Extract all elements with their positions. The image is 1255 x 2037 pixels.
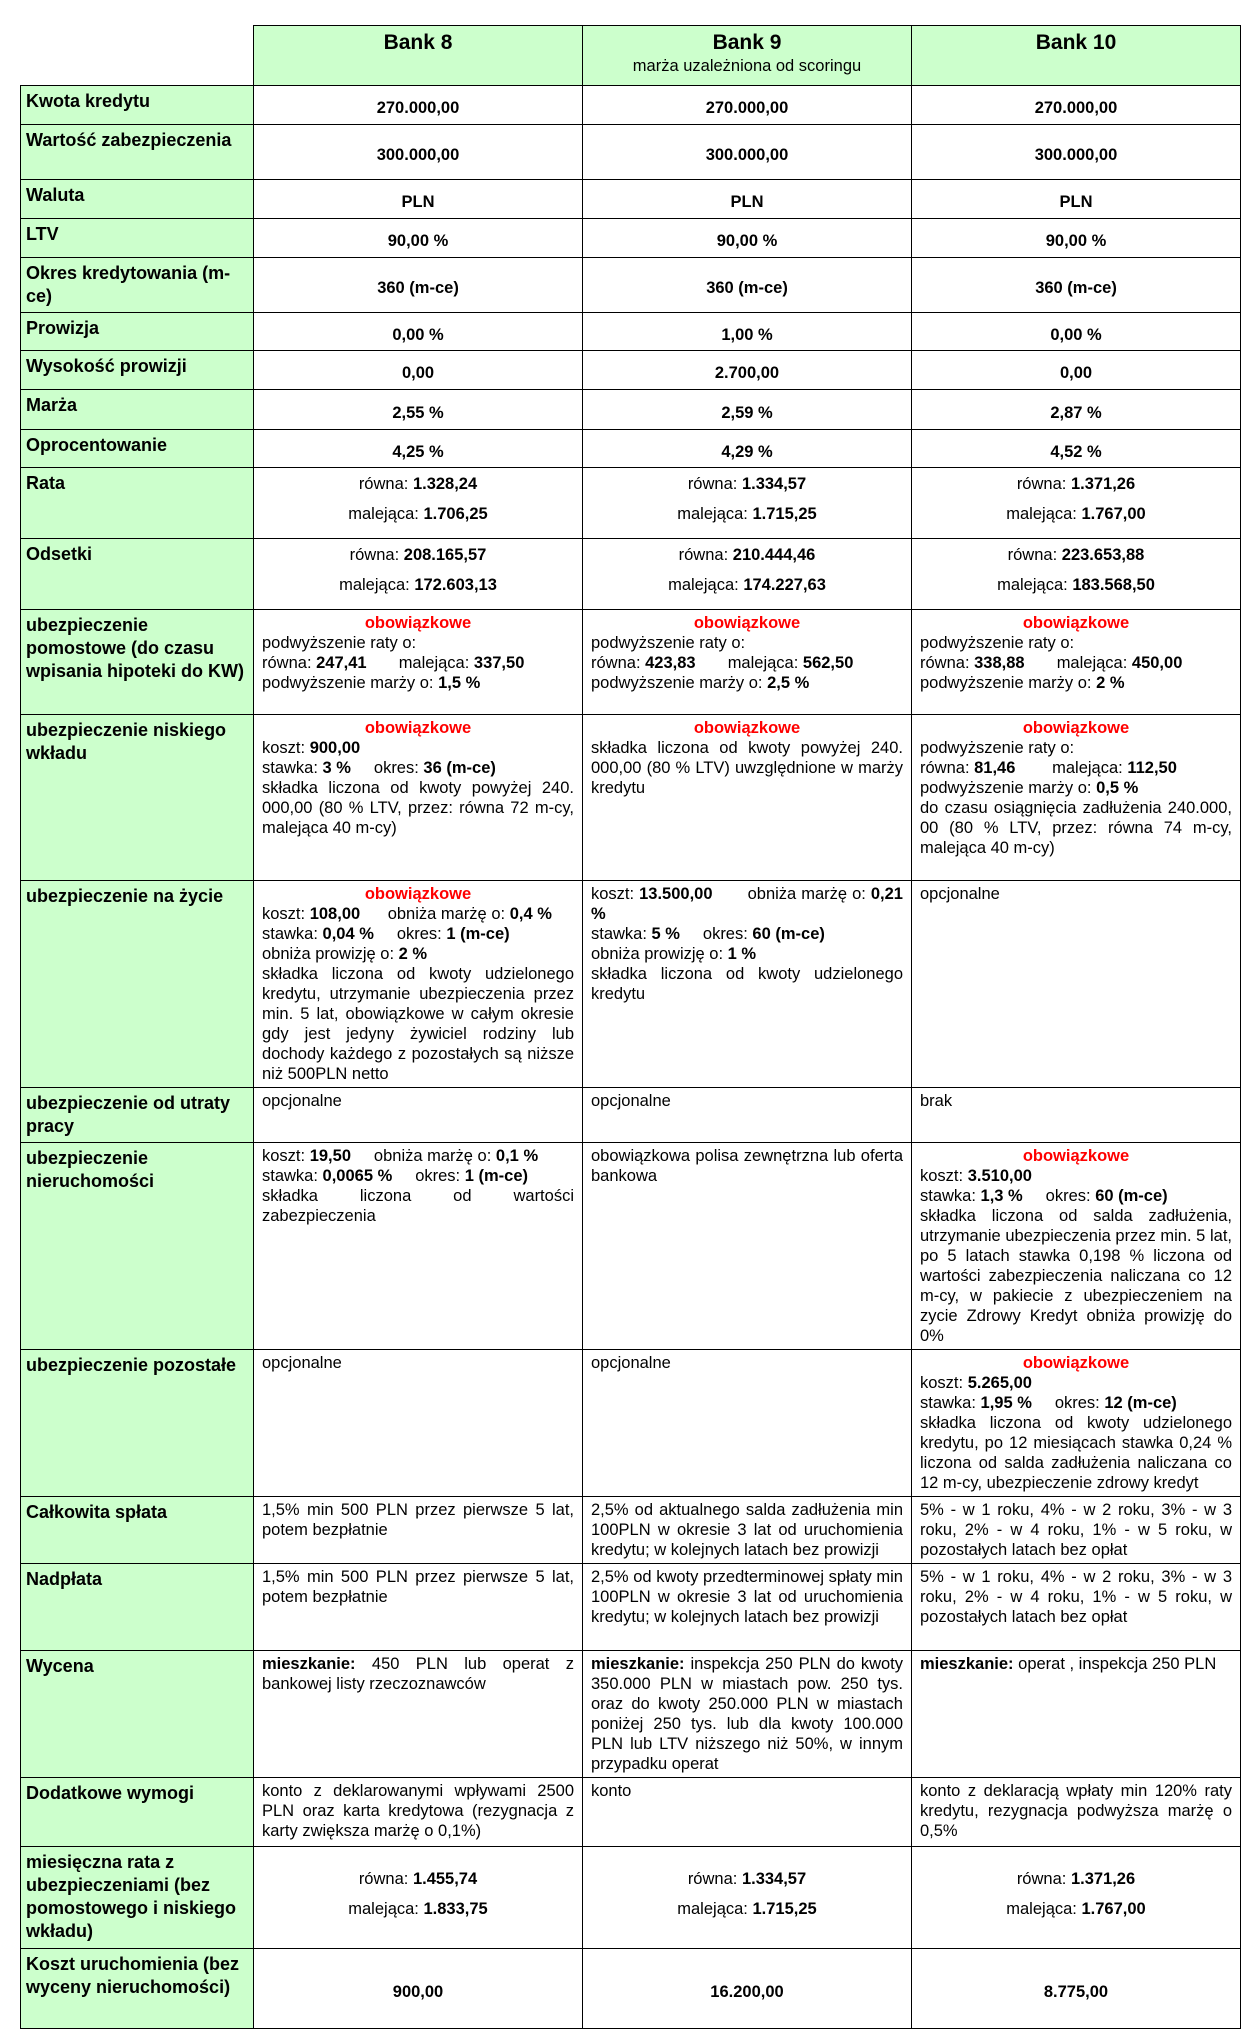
b10-wysokosc: 0,00 — [912, 351, 1241, 390]
b8-dodatkowe: konto z deklarowanymi wpływami 2500 PLN oraz karta kredytowa (rezygnacja z karty zwiększa marżę o 0,1%) — [254, 1778, 583, 1847]
row-calkowita — [21, 1497, 1241, 1564]
label-ub-pozostale: ubezpieczenie pozostałe — [21, 1350, 254, 1497]
row-dodatkowe — [21, 1778, 1241, 1847]
b10-ub-niskiego: obowiązkowe podwyższenie raty o: równa: 81,46 malejąca: 112,50 podwyższenie marży o: 0,5 % do czasu osiągnięcia zadłużenia 240.000, 00 (80 % LTV, przez: równa 74 m-cy, malejąca 40 m-cy) — [912, 715, 1241, 881]
b10-oproc: 4,52 % — [912, 430, 1241, 468]
b10-waluta: PLN — [912, 180, 1241, 219]
b9-wartosc: 300.000,00 — [583, 125, 912, 180]
row-miesieczna — [21, 1847, 1241, 1949]
b8-koszt: 900,00 — [254, 1949, 583, 2029]
b10-nadplata: 5% - w 1 roku, 4% - w 2 roku, 3% - w 3 roku, 2% - w 4 roku, 1% - w 5 roku, w pozostałych latach bez opłat — [912, 1564, 1241, 1651]
row-wysokosc — [21, 351, 1241, 390]
row-waluta — [21, 180, 1241, 219]
b8-okres: 360 (m-ce) — [254, 258, 583, 313]
row-ub-niskiego — [21, 715, 1241, 881]
b8-ub-pozostale: opcjonalne — [254, 1350, 583, 1497]
b10-dodatkowe: konto z deklaracją wpłaty min 120% raty kredytu, rezygnacja podwyższa marżę o 0,5% — [912, 1778, 1241, 1847]
row-rata — [21, 468, 1241, 539]
bank9-subtitle: marża uzależniona od scoringu — [632, 57, 862, 75]
b8-ub-nieruchomosci: koszt: 19,50 obniża marżę o: 0,1 % stawka: 0,0065 % okres: 1 (m-ce) składka liczona od wartości zabezpieczenia — [254, 1143, 583, 1350]
label-miesieczna: miesięczna rata z ubezpieczeniami (bez pomostowego i niskiego wkładu) — [21, 1847, 254, 1949]
label-ub-pomostowe: ubezpieczenie pomostowe (do czasu wpisania hipoteki do KW) — [21, 610, 254, 715]
row-wycena — [21, 1651, 1241, 1778]
b9-ub-zycie: koszt: 13.500,00 obniża marżę o: 0,21 % stawka: 5 % okres: 60 (m-ce) obniża prowizję o: 1 % składka liczona od kwoty udzielonego kredytu — [583, 881, 912, 1088]
label-calkowita: Całkowita spłata — [21, 1497, 254, 1564]
b9-rata: równa: 1.334,57 malejąca: 1.715,25 — [583, 468, 912, 539]
b9-dodatkowe: konto — [583, 1778, 912, 1847]
b8-wycena: mieszkanie: 450 PLN lub operat z bankowej listy rzeczoznawców — [254, 1651, 583, 1778]
b10-ub-pomostowe: obowiązkowe podwyższenie raty o: równa: 338,88 malejąca: 450,00 podwyższenie marży o: 2 % — [912, 610, 1241, 715]
row-odsetki — [21, 539, 1241, 610]
mandatory-label: obowiązkowe — [1022, 1354, 1130, 1372]
row-marza — [21, 390, 1241, 430]
row-ub-praca — [21, 1088, 1241, 1143]
row-ub-pozostale — [21, 1350, 1241, 1497]
b9-ub-nieruchomosci: obowiązkowa polisa zewnętrzna lub oferta bankowa — [583, 1143, 912, 1350]
mandatory-label: obowiązkowe — [1022, 1147, 1130, 1165]
label-ub-nieruchomosci: ubezpieczenie nieruchomości — [21, 1143, 254, 1350]
b9-ub-niskiego: obowiązkowe składka liczona od kwoty powyżej 240. 000,00 (80 % LTV) uwzględnione w marży kredytu — [583, 715, 912, 881]
b9-oproc: 4,29 % — [583, 430, 912, 468]
label-dodatkowe: Dodatkowe wymogi — [21, 1778, 254, 1847]
mandatory-label: obowiązkowe — [1022, 614, 1130, 632]
row-kwota — [21, 86, 1241, 125]
label-nadplata: Nadpłata — [21, 1564, 254, 1651]
label-prowizja: Prowizja — [21, 313, 254, 351]
b8-miesieczna: równa: 1.455,74 malejąca: 1.833,75 — [254, 1847, 583, 1949]
b8-marza: 2,55 % — [254, 390, 583, 430]
b9-okres: 360 (m-ce) — [583, 258, 912, 313]
label-odsetki: Odsetki — [21, 539, 254, 610]
b10-calkowita: 5% - w 1 roku, 4% - w 2 roku, 3% - w 3 roku, 2% - w 4 roku, 1% - w 5 roku, w pozostałych latach bez opłat — [912, 1497, 1241, 1564]
bank10-header: Bank 10 — [912, 26, 1241, 86]
b9-koszt: 16.200,00 — [583, 1949, 912, 2029]
b10-ub-zycie: opcjonalne — [912, 881, 1241, 1088]
row-prowizja — [21, 313, 1241, 351]
b8-waluta: PLN — [254, 180, 583, 219]
b8-calkowita: 1,5% min 500 PLN przez pierwsze 5 lat, potem bezpłatnie — [254, 1497, 583, 1564]
b10-odsetki: równa: 223.653,88 malejąca: 183.568,50 — [912, 539, 1241, 610]
row-koszt — [21, 1949, 1241, 2029]
b8-ub-niskiego: obowiązkowe koszt: 900,00 stawka: 3 % okres: 36 (m-ce) składka liczona od kwoty powyżej 240. 000,00 (80 % LTV, przez: równa 72 m-cy, malejąca 40 m-cy) — [254, 715, 583, 881]
mandatory-label: obowiązkowe — [693, 719, 801, 737]
b8-ub-praca: opcjonalne — [254, 1088, 583, 1143]
label-okres: Okres kredytowania (m-ce) — [21, 258, 254, 313]
b10-prowizja: 0,00 % — [912, 313, 1241, 351]
label-oproc: Oprocentowanie — [21, 430, 254, 468]
row-ub-zycie — [21, 881, 1241, 1088]
label-koszt: Koszt uruchomienia (bez wyceny nieruchomości) — [21, 1949, 254, 2029]
label-wartosc: Wartość zabezpieczenia — [21, 125, 254, 180]
b10-koszt: 8.775,00 — [912, 1949, 1241, 2029]
b9-prowizja: 1,00 % — [583, 313, 912, 351]
b8-nadplata: 1,5% min 500 PLN przez pierwsze 5 lat, potem bezpłatnie — [254, 1564, 583, 1651]
row-oproc — [21, 430, 1241, 468]
row-nadplata — [21, 1564, 1241, 1651]
b10-ub-nieruchomosci: obowiązkowe koszt: 3.510,00 stawka: 1,3 % okres: 60 (m-ce) składka liczona od salda zadłużenia, utrzymanie ubezpieczenia przez min. 5 lat, po 5 latach stawka 0,198 % liczona od wartości zabezpieczenia naliczana co 12 m-cy, w pakiecie z ubezpieczeniem na zycie Zdrowy Kredyt obniża prowizję do 0% — [912, 1143, 1241, 1350]
b10-miesieczna: równa: 1.371,26 malejąca: 1.767,00 — [912, 1847, 1241, 1949]
b8-prowizja: 0,00 % — [254, 313, 583, 351]
label-ltv: LTV — [21, 219, 254, 258]
b10-wartosc: 300.000,00 — [912, 125, 1241, 180]
b9-wysokosc: 2.700,00 — [583, 351, 912, 390]
b8-odsetki: równa: 208.165,57 malejąca: 172.603,13 — [254, 539, 583, 610]
b8-kwota: 270.000,00 — [254, 86, 583, 125]
header-row — [21, 26, 1241, 86]
b9-ub-pomostowe: obowiązkowe podwyższenie raty o: równa: 423,83 malejąca: 562,50 podwyższenie marży o: 2,5 % — [583, 610, 912, 715]
b9-nadplata: 2,5% od kwoty przedterminowej spłaty min 100PLN w okresie 3 lat od uruchomienia kredytu; w kolejnych latach bez prowizji — [583, 1564, 912, 1651]
label-rata: Rata — [21, 468, 254, 539]
b8-oproc: 4,25 % — [254, 430, 583, 468]
mandatory-label: obowiązkowe — [364, 885, 472, 903]
b9-odsetki: równa: 210.444,46 malejąca: 174.227,63 — [583, 539, 912, 610]
b8-wysokosc: 0,00 — [254, 351, 583, 390]
b9-ub-praca: opcjonalne — [583, 1088, 912, 1143]
row-okres — [21, 258, 1241, 313]
b9-ltv: 90,00 % — [583, 219, 912, 258]
b10-ltv: 90,00 % — [912, 219, 1241, 258]
mandatory-label: obowiązkowe — [364, 614, 472, 632]
b8-rata: równa: 1.328,24 malejąca: 1.706,25 — [254, 468, 583, 539]
label-wycena: Wycena — [21, 1651, 254, 1778]
b10-rata: równa: 1.371,26 malejąca: 1.767,00 — [912, 468, 1241, 539]
b8-ub-zycie: obowiązkowe koszt: 108,00 obniża marżę o: 0,4 % stawka: 0,04 % okres: 1 (m-ce) obniża prowizję o: 2 % składka liczona od kwoty udzielonego kredytu, utrzymanie ubezpieczenia przez min. 5 lat, obowiązkowe w całym okresie gdy jest jedyny żywiciel rodziny lub dochody każdego z pozostałych są niższe niż 500PLN netto — [254, 881, 583, 1088]
label-ub-zycie: ubezpieczenie na życie — [21, 881, 254, 1088]
b9-waluta: PLN — [583, 180, 912, 219]
b8-ltv: 90,00 % — [254, 219, 583, 258]
b10-okres: 360 (m-ce) — [912, 258, 1241, 313]
b9-miesieczna: równa: 1.334,57 malejąca: 1.715,25 — [583, 1847, 912, 1949]
mandatory-label: obowiązkowe — [1022, 719, 1130, 737]
b10-wycena: mieszkanie: operat , inspekcja 250 PLN — [912, 1651, 1241, 1778]
label-kwota: Kwota kredytu — [21, 86, 254, 125]
b10-kwota: 270.000,00 — [912, 86, 1241, 125]
b10-ub-praca: brak — [912, 1088, 1241, 1143]
label-waluta: Waluta — [21, 180, 254, 219]
comparison-table — [20, 25, 1241, 2029]
bank8-header: Bank 8 — [254, 26, 583, 86]
b9-calkowita: 2,5% od aktualnego salda zadłużenia min 100PLN w okresie 3 lat od uruchomienia kredytu; w kolejnych latach bez prowizji — [583, 1497, 912, 1564]
label-ub-praca: ubezpieczenie od utraty pracy — [21, 1088, 254, 1143]
row-wartosc — [21, 125, 1241, 180]
corner-cell — [21, 26, 254, 86]
b8-ub-pomostowe: obowiązkowe podwyższenie raty o: równa: 247,41 malejąca: 337,50 podwyższenie marży o: 1,5 % — [254, 610, 583, 715]
b9-wycena: mieszkanie: inspekcja 250 PLN do kwoty 350.000 PLN w miastach pow. 250 tys. oraz do kwoty 250.000 PLN w miastach poniżej 250 tys. lub dla kwoty 100.000 PLN lub LTV niższego niż 50%, w innym przypadku operat — [583, 1651, 912, 1778]
mandatory-label: obowiązkowe — [693, 614, 801, 632]
row-ub-nieruchomosci — [21, 1143, 1241, 1350]
b8-wartosc: 300.000,00 — [254, 125, 583, 180]
mandatory-label: obowiązkowe — [364, 719, 472, 737]
row-ltv — [21, 219, 1241, 258]
bank9-header: Bank 9 marża uzależniona od scoringu — [583, 26, 912, 86]
row-ub-pomostowe — [21, 610, 1241, 715]
b10-ub-pozostale: obowiązkowe koszt: 5.265,00 stawka: 1,95 % okres: 12 (m-ce) składka liczona od kwoty udzielonego kredytu, po 12 miesiącach stawka 0,24 % liczona od salda zadłużenia naliczana co 12 m-cy, ubezpieczenie zdrowy kredyt — [912, 1350, 1241, 1497]
label-marza: Marża — [21, 390, 254, 430]
b9-marza: 2,59 % — [583, 390, 912, 430]
b10-marza: 2,87 % — [912, 390, 1241, 430]
label-ub-niskiego: ubezpieczenie niskiego wkładu — [21, 715, 254, 881]
label-wysokosc: Wysokość prowizji — [21, 351, 254, 390]
b9-ub-pozostale: opcjonalne — [583, 1350, 912, 1497]
b9-kwota: 270.000,00 — [583, 86, 912, 125]
